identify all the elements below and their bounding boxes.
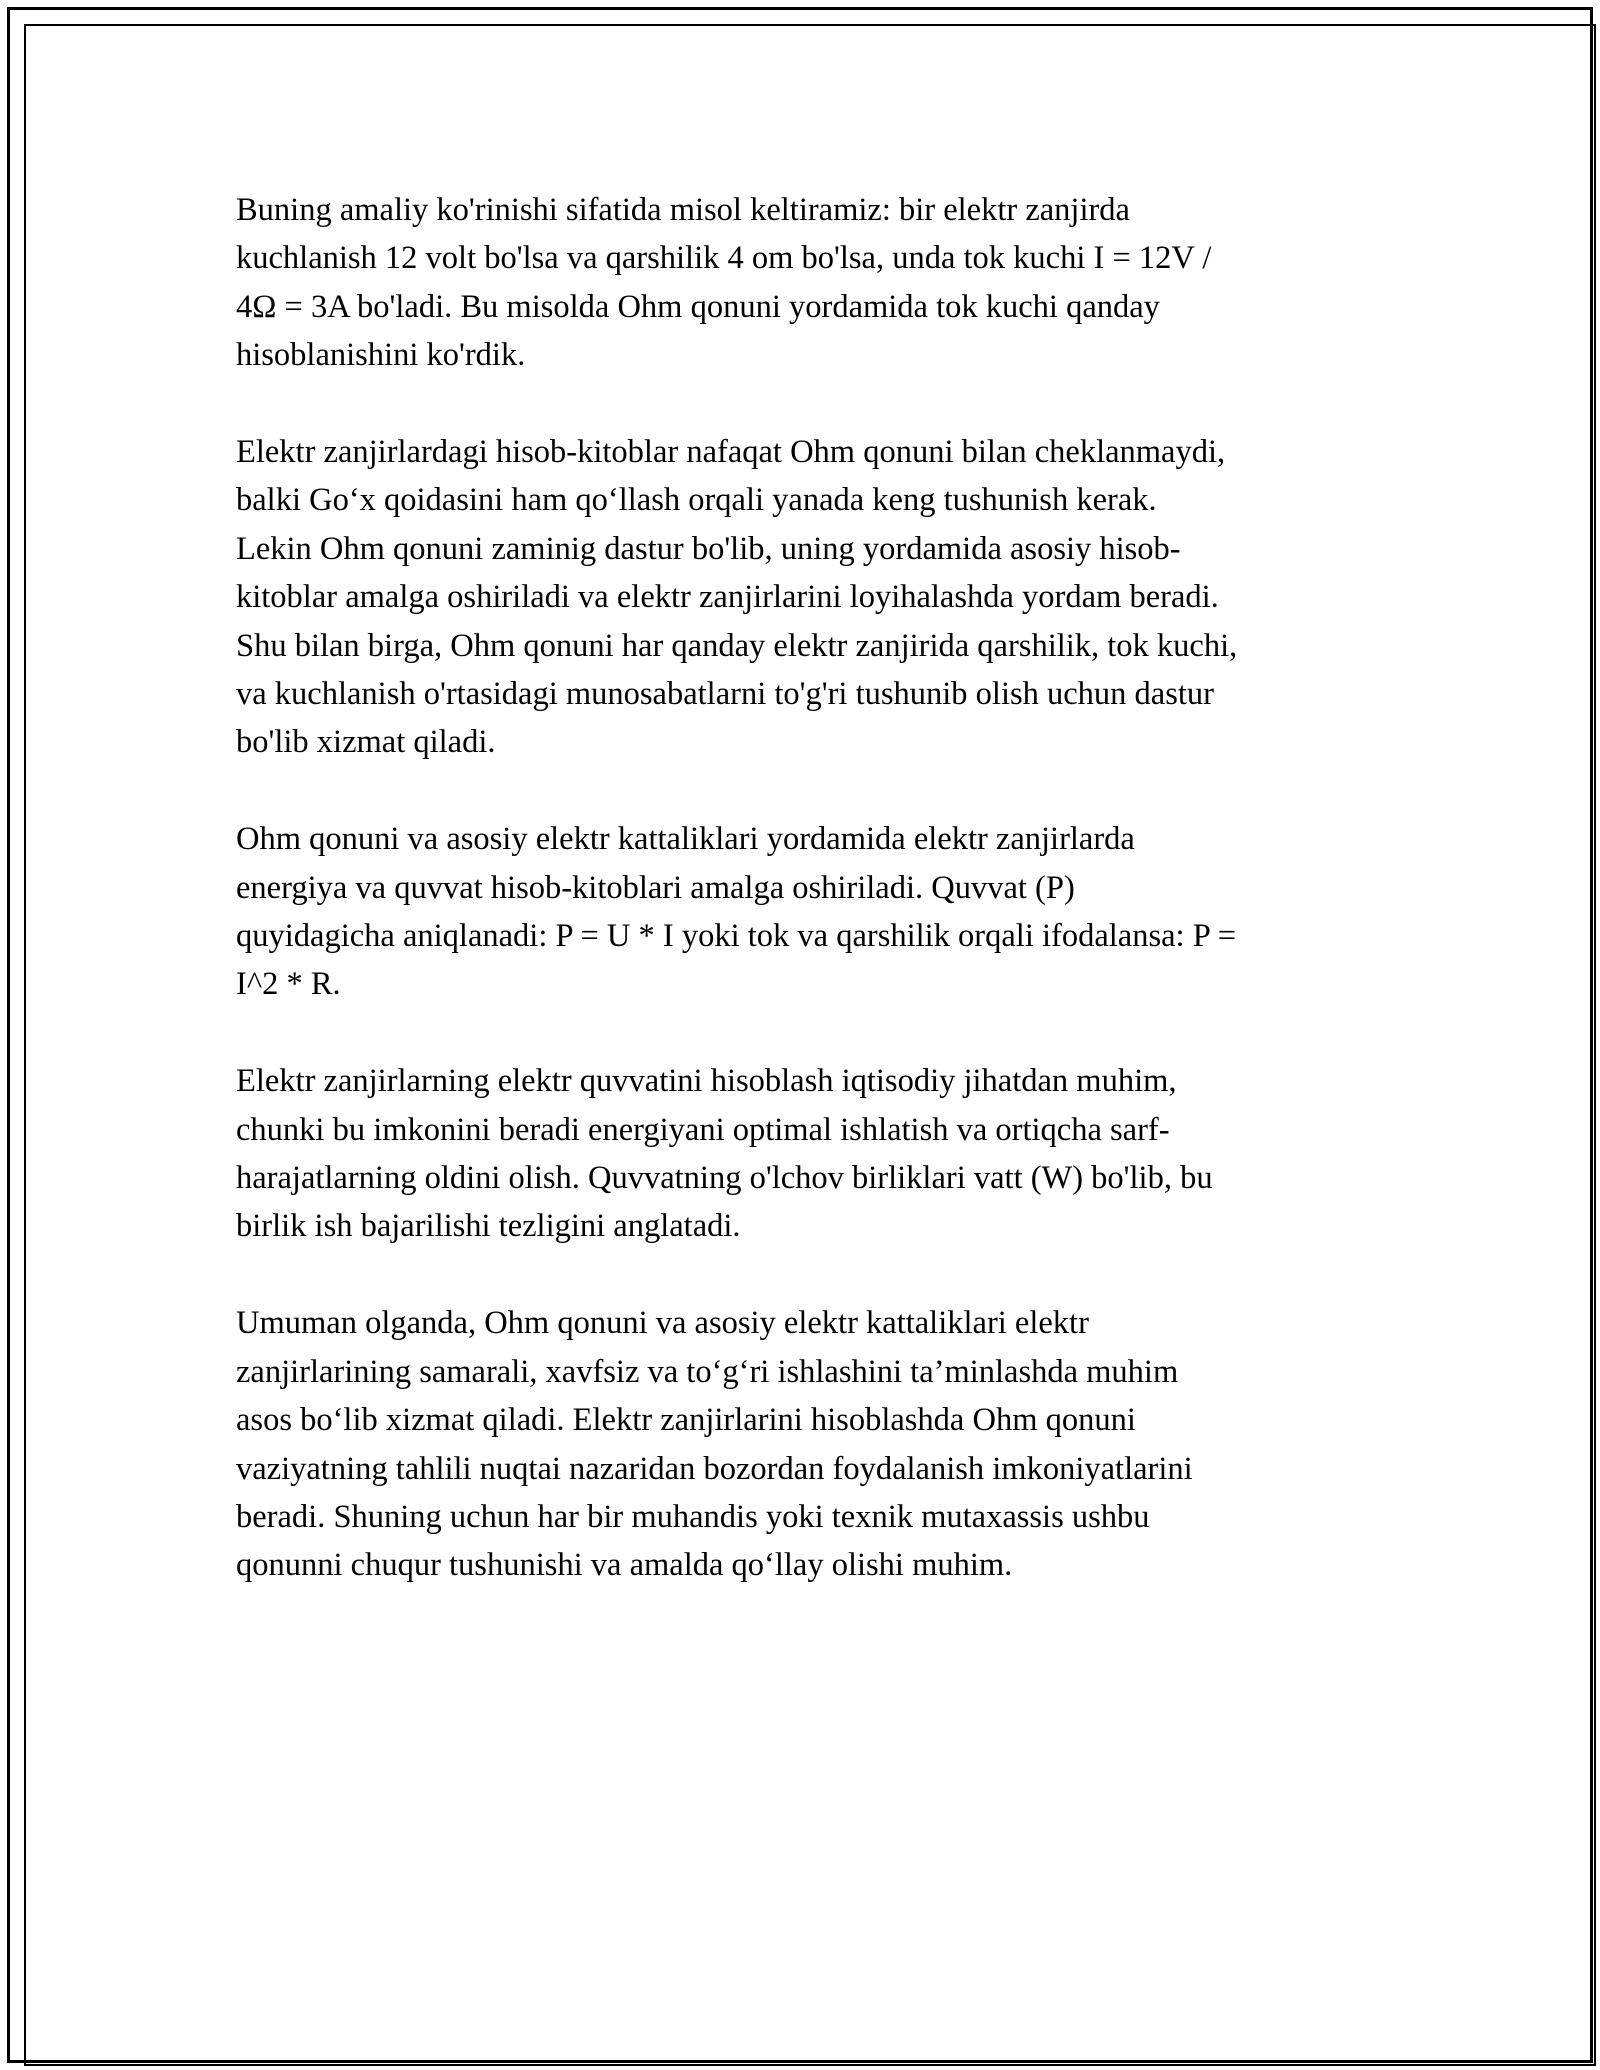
text-line: Lekin Ohm qonuni zaminig dastur bo'lib, uning yordamida asosiy hisob- — [236, 530, 1181, 567]
text-line: energiya va quvvat hisob-kitoblari amalga oshiriladi. Quvvat (P) — [236, 869, 1075, 906]
paragraph-1 — [236, 186, 1376, 380]
text-line: Elektr zanjirlarning elektr quvvatini hisoblash iqtisodiy jihatdan muhim, — [236, 1063, 1177, 1100]
text-line: chunki bu imkonini beradi energiyani optimal ishlatish va ortiqcha sarf- — [236, 1111, 1170, 1148]
text-line: zanjirlarining samarali, xavfsiz va to‘g‘ri ishlashini ta’minlashda muhim — [236, 1353, 1179, 1390]
text-line: hisoblanishini ko'rdik. — [236, 337, 526, 374]
text-line: quyidagicha aniqlanadi: P = U * I yoki tok va qarshilik orqali ifodalansa: P = — [236, 918, 1237, 955]
text-line: I^2 * R. — [236, 966, 341, 1003]
text-line: Umuman olganda, Ohm qonuni va asosiy elektr kattaliklari elektr — [236, 1305, 1089, 1342]
paragraph-2 — [236, 428, 1376, 767]
text-line: va kuchlanish o'rtasidagi munosabatlarni to'g'ri tushunib olish uchun dastur — [236, 676, 1214, 713]
text-line: vaziyatning tahlili nuqtai nazaridan bozordan foydalanish imkoniyatlarini — [236, 1450, 1193, 1487]
document-body — [236, 186, 1376, 1638]
paragraph-5 — [236, 1299, 1376, 1589]
text-line: Buning amaliy ko'rinishi sifatida misol keltiramiz: bir elektr zanjirda — [236, 192, 1130, 228]
paragraph-3 — [236, 815, 1376, 1009]
text-line: kitoblar amalga oshiriladi va elektr zanjirlarini loyihalashda yordam beradi. — [236, 579, 1219, 616]
text-line: Ohm qonuni va asosiy elektr kattaliklari yordamida elektr zanjirlarda — [236, 821, 1135, 858]
text-line: birlik ish bajarilishi tezligini anglatadi. — [236, 1208, 741, 1245]
paragraph-4 — [236, 1057, 1376, 1251]
text-line: bo'lib xizmat qiladi. — [236, 724, 496, 761]
text-line: 4Ω = 3A bo'ladi. Bu misolda Ohm qonuni yordamida tok kuchi qanday — [236, 288, 1160, 325]
text-line: balki Go‘x qoidasini ham qo‘llash orqali yanada keng tushunish kerak. — [236, 482, 1157, 519]
text-line: qonunni chuqur tushunishi va amalda qo‘llay olishi muhim. — [236, 1547, 1013, 1584]
text-line: asos bo‘lib xizmat qiladi. Elektr zanjirlarini hisoblashda Ohm qonuni — [236, 1402, 1136, 1439]
text-line: beradi. Shuning uchun har bir muhandis yoki texnik mutaxassis ushbu — [236, 1498, 1150, 1535]
text-line: harajatlarning oldini olish. Quvvatning o'lchov birliklari vatt (W) bo'lib, bu — [236, 1160, 1213, 1197]
text-line: Shu bilan birga, Ohm qonuni har qanday elektr zanjirida qarshilik, tok kuchi, — [236, 627, 1238, 664]
text-line: Elektr zanjirlardagi hisob-kitoblar nafaqat Ohm qonuni bilan cheklanmaydi, — [236, 434, 1226, 471]
text-line: kuchlanish 12 volt bo'lsa va qarshilik 4 om bo'lsa, unda tok kuchi I = 12V / — [236, 240, 1212, 277]
